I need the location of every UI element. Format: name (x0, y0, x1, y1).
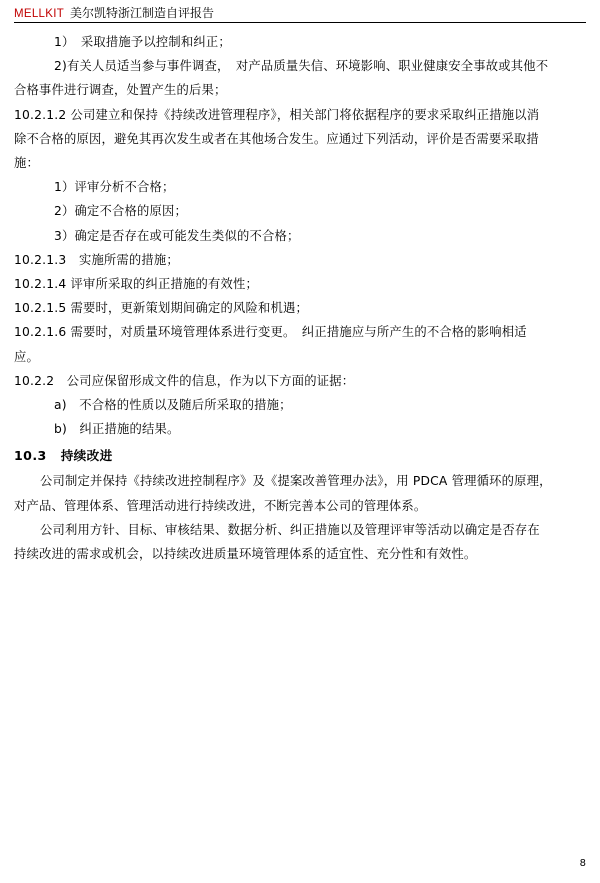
paragraph: 10.2.2 公司应保留形成文件的信息，作为以下方面的证据： (14, 373, 355, 388)
paragraph: 3）确定是否存在或可能发生类似的不合格； (54, 228, 300, 243)
header-divider (14, 22, 586, 23)
paragraph: a) 不合格的性质以及随后所采取的措施； (54, 398, 292, 413)
document-title: 美尔凯特浙江制造自评报告 (70, 6, 215, 20)
paragraph: 对产品、管理体系、管理活动进行持续改进，不断完善本公司的管理体系。 (14, 498, 427, 513)
section-heading (14, 443, 586, 469)
paragraph: 公司利用方针、目标、审核结果、数据分析、纠正措施以及管理评审等活动以确定是否存在 (40, 522, 540, 537)
page-header (0, 0, 600, 24)
header-inner (14, 4, 586, 21)
paragraph: 合格事件进行调查，处置产生的后果； (14, 83, 227, 98)
paragraph: 10.2.1.6 需要时，对质量环境管理体系进行变更。 纠正措施应与所产生的不合格的影响相适 (14, 325, 527, 340)
section-title: 持续改进 (60, 448, 113, 464)
paragraph: 1）评审分析不合格； (54, 180, 175, 195)
paragraph: 公司制定并保持《持续改进控制程序》及《提案改善管理办法》，用 PDCA 管理循环的原理， (40, 474, 552, 489)
paragraph: 应。 (14, 349, 39, 364)
document-body (14, 30, 586, 566)
paragraph: 10.2.1.3 实施所需的措施； (14, 252, 179, 267)
paragraph: 10.2.1.5 需要时，更新策划期间确定的风险和机遇； (14, 301, 308, 316)
brand-logo-text: MELLKIT (14, 8, 65, 20)
section-number: 10.3 (14, 448, 47, 464)
page-footer (14, 855, 586, 869)
paragraph: 10.2.1.4 评审所采取的纠正措施的有效性； (14, 277, 259, 292)
paragraph: 2)有关人员适当参与事件调查， 对产品质量失信、环境影响、职业健康安全事故或其他不 (54, 59, 549, 74)
paragraph: 除不合格的原因，避免其再次发生或者在其他场合发生。应通过下列活动，评价是否需要采取措 (14, 131, 539, 146)
page-number: 8 (579, 858, 586, 869)
paragraph: 施： (14, 156, 39, 171)
paragraph: 1） 采取措施予以控制和纠正； (54, 35, 231, 49)
paragraph: 2）确定不合格的原因； (54, 204, 187, 219)
paragraph: b) 纠正措施的结果。 (54, 422, 180, 437)
paragraph: 持续改进的需求或机会，以持续改进质量环境管理体系的适宜性、充分性和有效性。 (14, 547, 477, 562)
paragraph: 10.2.1.2 公司建立和保持《持续改进管理程序》，相关部门将依据程序的要求采取纠正措施以消 (14, 107, 540, 122)
